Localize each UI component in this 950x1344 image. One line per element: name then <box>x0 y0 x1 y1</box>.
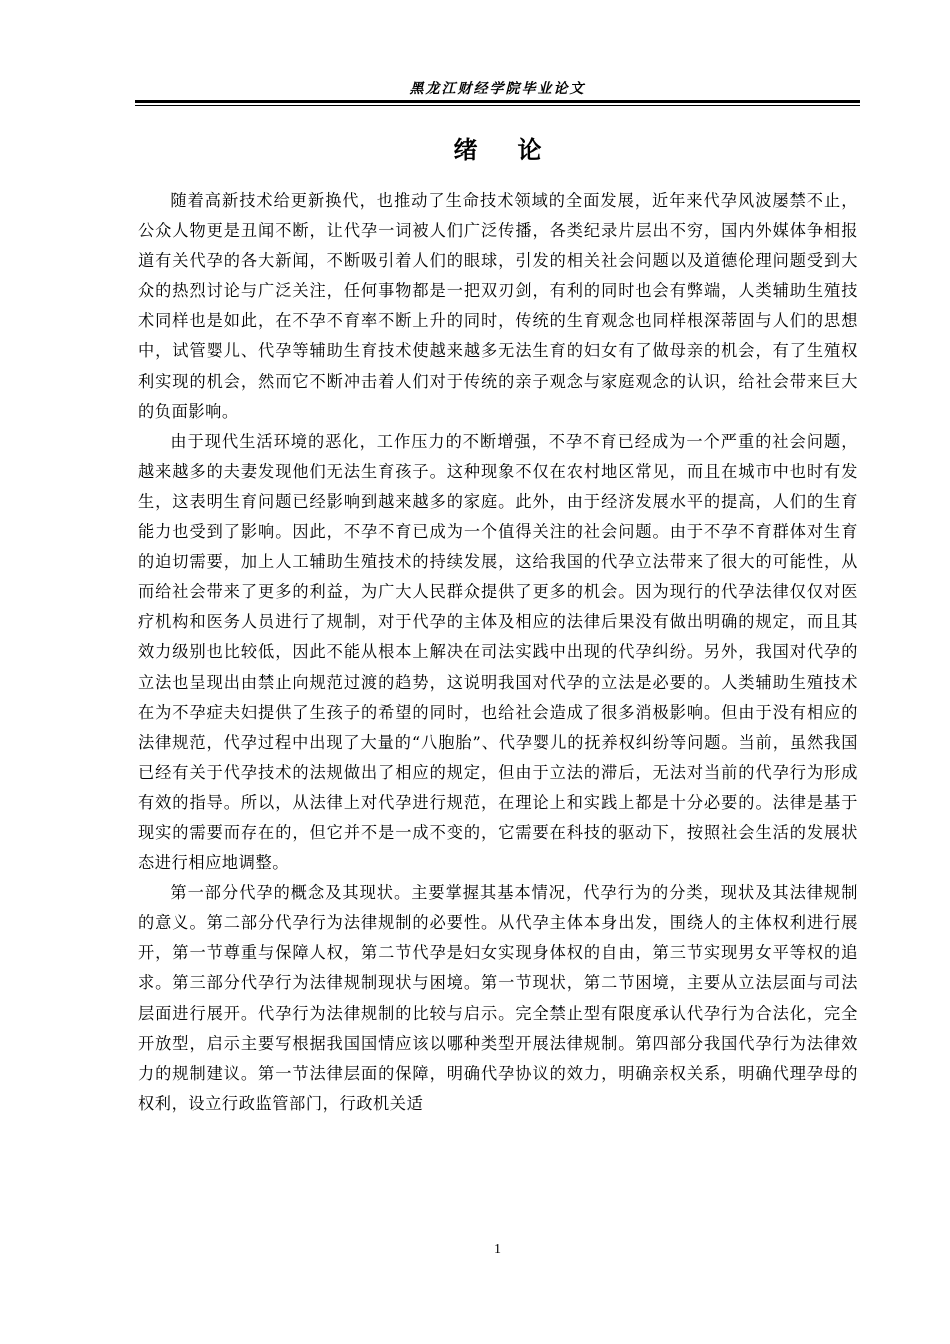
paragraph-2: 由于现代生活环境的恶化，工作压力的不断增强，不孕不育已经成为一个严重的社会问题，越来越多的夫妻发现他们无法生育孩子。这种现象不仅在农村地区常见，而且在城市中也时有发生，这表明生育问题已经影响到越来越多的家庭。此外，由于经济发展水平的提高，人们的生育能力也受到了影响。因此，不孕不育已成为一个值得关注的社会问题。由于不孕不育群体对生育的迫切需要，加上人工辅助生殖技术的持续发展，这给我国的代孕立法带来了很大的可能性，从而给社会带来了更多的利益，为广大人民群众提供了更多的机会。因为现行的代孕法律仅仅对医疗机构和医务人员进行了规制，对于代孕的主体及相应的法律后果没有做出明确的规定，而且其效力级别也比较低，因此不能从根本上解决在司法实践中出现的代孕纠纷。另外，我国对代孕的立法也呈现出由禁止向规范过渡的趋势，这说明我国对代孕的立法是必要的。人类辅助生殖技术在为不孕症夫妇提供了生孩子的希望的同时，也给社会造成了很多消极影响。但由于没有相应的法律规范，代孕过程中出现了大量的“八胞胎”、代孕婴儿的抚养权纠纷等问题。当前，虽然我国已经有关于代孕技术的法规做出了相应的规定，但由于立法的滞后，无法对当前的代孕行为形成有效的指导。所以，从法律上对代孕进行规范，在理论上和实践上都是十分必要的。法律是基于现实的需要而存在的，但它并不是一成不变的，它需要在科技的驱动下，按照社会生活的发展状态进行相应地调整。 <box>138 431 858 873</box>
header-rule-thick <box>135 100 860 103</box>
body-text <box>138 186 858 1119</box>
running-header: 黑龙江财经学院毕业论文 <box>409 81 586 97</box>
header-rule-thin <box>135 105 860 106</box>
paragraph-1: 随着高新技术给更新换代，也推动了生命技术领域的全面发展，近年来代孕风波屡禁不止，公众人物更是丑闻不断，让代孕一词被人们广泛传播，各类纪录片层出不穷，国内外媒体争相报道有关代孕的各大新闻，不断吸引着人们的眼球，引发的相关社会问题以及道德伦理问题受到大众的热烈讨论与广泛关注，任何事物都是一把双刃剑，有利的同时也会有弊端，人类辅助生殖技术同样也是如此，在不孕不育率不断上升的同时，传统的生育观念也同样根深蒂固与人们的思想中，试管婴儿、代孕等辅助生育技术使越来越多无法生育的妇女有了做母亲的机会，有了生殖权利实现的机会，然而它不断冲击着人们对于传统的亲子观念与家庭观念的认识，给社会带来巨大的负面影响。 <box>138 191 858 421</box>
paragraph-3: 第一部分代孕的概念及其现状。主要掌握其基本情况，代孕行为的分类，现状及其法律规制的意义。第二部分代孕行为法律规制的必要性。从代孕主体本身出发，围绕人的主体权利进行展开，第一节尊重与保障人权，第二节代孕是妇女实现身体权的自由，第三节实现男女平等权的追求。第三部分代孕行为法律规制现状与困境。第一节现状，第二节困境，主要从立法层面与司法层面进行展开。代孕行为法律规制的比较与启示。完全禁止型有限度承认代孕行为合法化，完全开放型，启示主要写根据我国国情应该以哪种类型开展法律规制。第四部分我国代孕行为法律效力的规制建议。第一节法律层面的保障，明确代孕协议的效力，明确亲权关系，明确代理孕母的权利，设立行政监管部门，行政机关适 <box>138 883 858 1113</box>
chapter-title: 绪论 <box>453 136 582 164</box>
page-number: 1 <box>494 1242 501 1257</box>
